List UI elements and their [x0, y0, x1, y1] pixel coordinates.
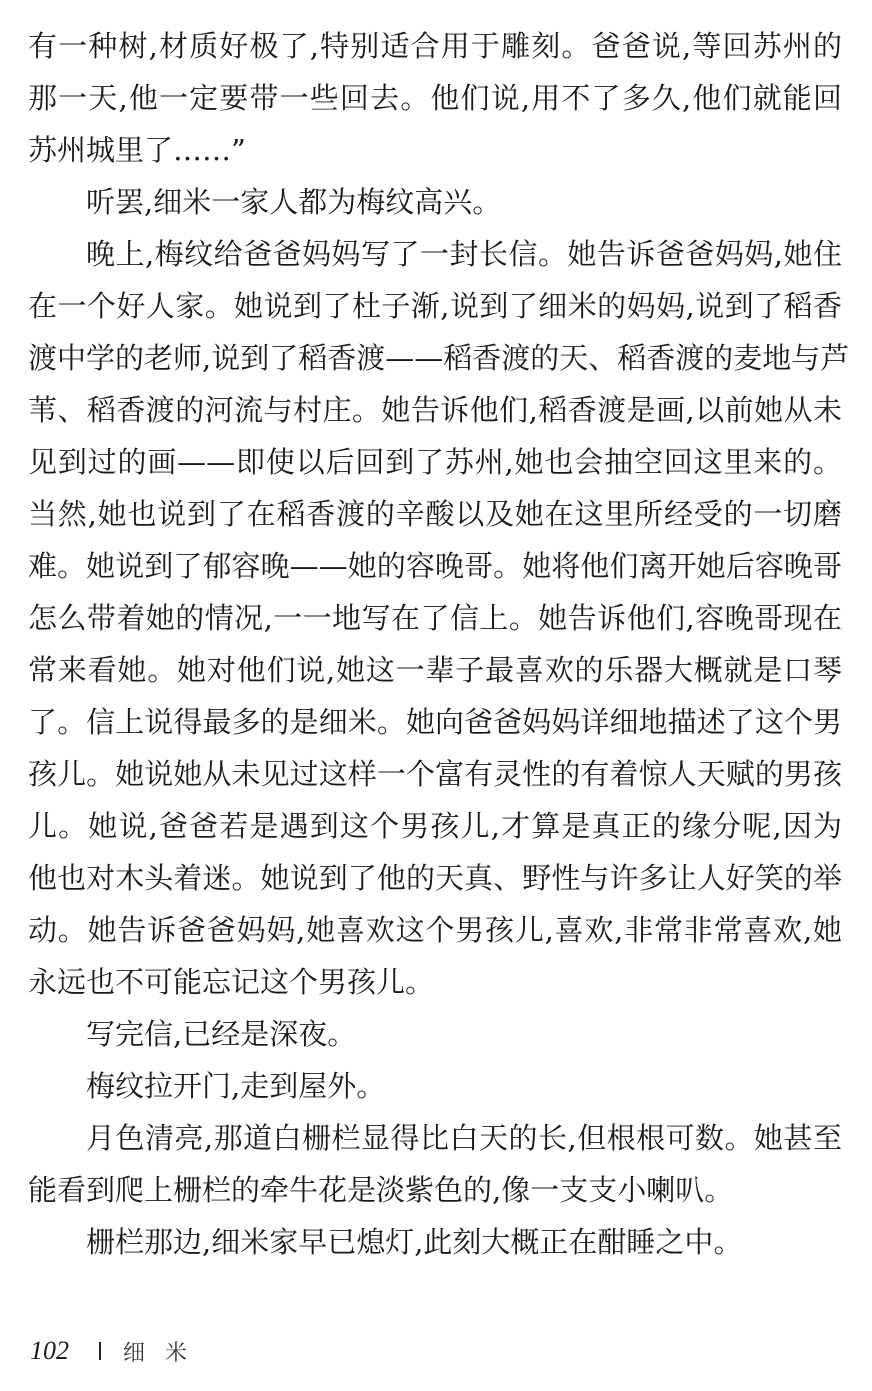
text-line: 永远也不可能忘记这个男孩儿。: [28, 965, 435, 999]
text-line: 儿。她说,爸爸若是遇到这个男孩儿,才算是真正的缘分呢,因为: [28, 809, 842, 843]
text-line: 渡中学的老师,说到了稻香渡——稻香渡的天、稻香渡的麦地与芦: [28, 341, 850, 375]
text-line: 怎么带着她的情况,一一地写在了信上。她告诉他们,容晚哥现在: [28, 601, 842, 635]
text-line: 他也对木头着迷。她说到了他的天真、野性与许多让人好笑的举: [28, 861, 842, 895]
text-line: 有一种树,材质好极了,特别适合用于雕刻。爸爸说,等回苏州的: [28, 29, 842, 63]
text-line: 苏州城里了……”: [28, 133, 246, 167]
page-footer: [30, 1333, 207, 1369]
text-line: 苇、稻香渡的河流与村庄。她告诉他们,稻香渡是画,以前她从未: [28, 393, 842, 427]
text-line: 孩儿。她说她从未见过这样一个富有灵性的有着惊人天赋的男孩: [28, 757, 842, 791]
text-line: 难。她说到了郁容晚——她的容晚哥。她将他们离开她后容晚哥: [28, 549, 842, 583]
text-line: 常来看她。她对他们说,她这一辈子最喜欢的乐器大概就是口琴: [28, 653, 842, 687]
text-line: 了。信上说得最多的是细米。她向爸爸妈妈详细地描述了这个男: [28, 705, 842, 739]
text-line: 月色清亮,那道白栅栏显得比白天的长,但根根可数。她甚至: [86, 1121, 842, 1155]
running-title: 细米: [123, 1340, 208, 1366]
text-line: 晚上,梅纹给爸爸妈妈写了一封长信。她告诉爸爸妈妈,她住: [86, 237, 842, 271]
text-line: 写完信,已经是深夜。: [86, 1017, 357, 1051]
body-text: [28, 24, 850, 1272]
page-number: 102: [30, 1336, 69, 1365]
text-line: 在一个好人家。她说到了杜子渐,说到了细米的妈妈,说到了稻香: [28, 289, 842, 323]
footer-divider: [99, 1342, 101, 1360]
text-line: 梅纹拉开门,走到屋外。: [86, 1069, 386, 1103]
text-line: 见到过的画——即使以后回到了苏州,她也会抽空回这里来的。: [28, 445, 842, 479]
text-line: 动。她告诉爸爸妈妈,她喜欢这个男孩儿,喜欢,非常非常喜欢,她: [28, 913, 842, 947]
text-line: 听罢,细米一家人都为梅纹高兴。: [86, 185, 502, 219]
text-line: 能看到爬上栅栏的牵牛花是淡紫色的,像一支支小喇叭。: [28, 1173, 734, 1207]
text-line: 当然,她也说到了在稻香渡的辛酸以及她在这里所经受的一切磨: [28, 497, 842, 531]
text-line: 栅栏那边,细米家早已熄灯,此刻大概正在酣睡之中。: [86, 1225, 743, 1259]
text-line: 那一天,他一定要带一些回去。他们说,用不了多久,他们就能回: [28, 81, 842, 115]
